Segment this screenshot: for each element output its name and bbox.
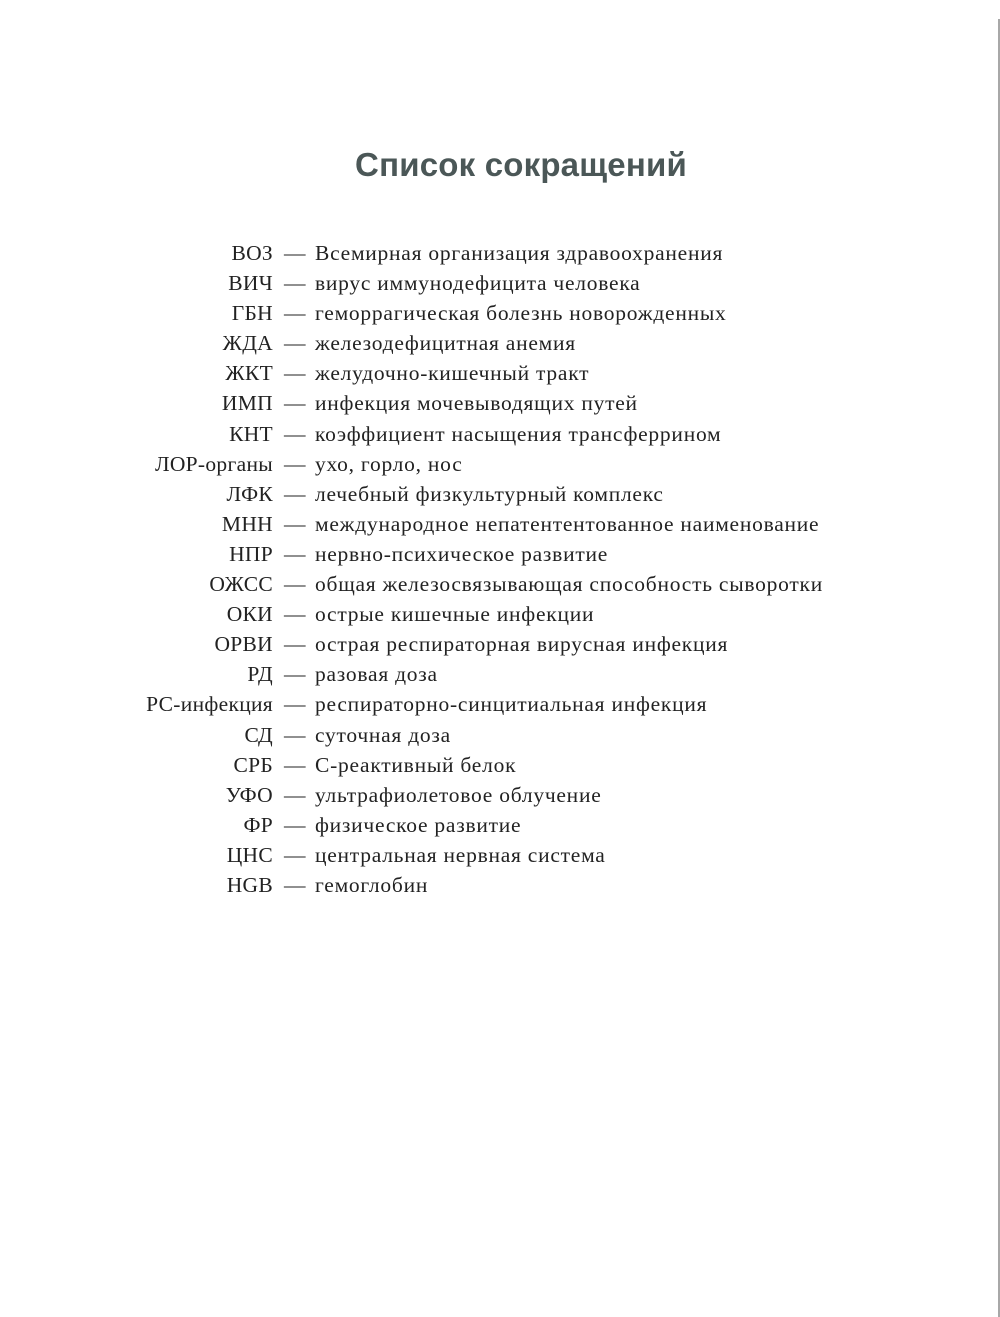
abbreviation-row	[0, 810, 1000, 840]
abbreviation: РС-инфекция	[146, 692, 273, 717]
abbreviation: ОРВИ	[214, 632, 273, 657]
dash-separator: —	[284, 241, 306, 265]
abbreviation: ГБН	[231, 301, 273, 326]
dash-separator: —	[284, 602, 306, 627]
abbreviation-row	[0, 780, 1000, 810]
abbreviation-row	[0, 599, 1000, 629]
abbreviation: СРБ	[233, 752, 273, 777]
abbreviation-definition: Всемирная организация здравоохранения	[315, 241, 724, 265]
abbreviation: МНН	[221, 511, 273, 536]
abbreviation-definition: нервно-психическое развитие	[315, 541, 609, 566]
abbreviation-definition: физическое развитие	[315, 812, 522, 837]
dash-separator: —	[284, 782, 306, 807]
page-title: Список сокращений	[355, 146, 687, 183]
abbreviation-definition: центральная нервная система	[315, 842, 606, 867]
abbreviation-row	[0, 840, 1000, 870]
abbreviation-row	[0, 629, 1000, 659]
abbreviation: HGB	[226, 872, 273, 897]
dash-separator: —	[284, 271, 306, 296]
abbreviation: ВОЗ	[231, 241, 273, 265]
abbreviation-definition: С-реактивный белок	[315, 752, 517, 777]
abbreviation-row	[0, 268, 1000, 298]
abbreviation-row	[0, 388, 1000, 418]
dash-separator: —	[284, 511, 306, 536]
dash-separator: —	[284, 842, 306, 867]
abbreviation-definition: коэффициент насыщения трансферрином	[315, 421, 722, 446]
abbreviation-definition: лечебный физкультурный комплекс	[315, 481, 664, 506]
dash-separator: —	[284, 541, 306, 566]
dash-separator: —	[284, 331, 306, 356]
abbreviation: НПР	[229, 541, 273, 566]
abbreviation-definition: желудочно-кишечный тракт	[315, 361, 590, 386]
abbreviation-definition: международное непатентентованное наименование	[315, 511, 820, 536]
dash-separator: —	[284, 421, 306, 446]
abbreviation-row	[0, 509, 1000, 539]
abbreviation-row	[0, 750, 1000, 780]
abbreviation-row	[0, 870, 1000, 900]
dash-separator: —	[284, 391, 306, 416]
abbreviation-definition: общая железосвязывающая способность сыворотки	[315, 572, 823, 597]
abbreviation-row	[0, 720, 1000, 750]
abbreviation: ВИЧ	[228, 271, 273, 296]
abbreviation-definition: респираторно-синцитиальная инфекция	[315, 692, 708, 717]
abbreviation-definition: разовая доза	[315, 662, 438, 687]
abbreviation-row	[0, 539, 1000, 569]
abbreviation: ФР	[243, 812, 273, 837]
dash-separator: —	[284, 451, 306, 476]
abbreviation-definition: острые кишечные инфекции	[315, 602, 595, 627]
abbreviation-row	[0, 689, 1000, 719]
dash-separator: —	[284, 812, 306, 837]
abbreviation-definition: вирус иммунодефицита человека	[315, 271, 641, 296]
abbreviation: РД	[247, 662, 273, 687]
abbreviation: УФО	[225, 782, 273, 807]
abbreviation-definition: геморрагическая болезнь новорожденных	[315, 301, 727, 326]
dash-separator: —	[284, 481, 306, 506]
abbreviation-definition: ультрафиолетовое облучение	[315, 782, 602, 807]
abbreviation: КНТ	[229, 421, 273, 446]
abbreviation-row	[0, 328, 1000, 358]
abbreviation-row	[0, 238, 1000, 268]
abbreviation: ИМП	[221, 391, 273, 416]
abbreviation: ЦНС	[226, 842, 273, 867]
dash-separator: —	[284, 662, 306, 687]
abbreviation-definition: суточная доза	[315, 722, 451, 747]
dash-separator: —	[284, 872, 306, 897]
abbreviation: ОЖСС	[209, 572, 273, 597]
dash-separator: —	[284, 361, 306, 386]
dash-separator: —	[284, 722, 306, 747]
abbreviation-definition: ухо, горло, нос	[315, 451, 463, 476]
abbreviation-row	[0, 358, 1000, 388]
abbreviation-list	[0, 238, 1000, 900]
abbreviation: ЛФК	[226, 481, 273, 506]
dash-separator: —	[284, 632, 306, 657]
dash-separator: —	[284, 572, 306, 597]
abbreviation-definition: железодефицитная анемия	[315, 331, 576, 356]
abbreviation: ЖКТ	[225, 361, 273, 386]
abbreviation-row	[0, 659, 1000, 689]
abbreviation-row	[0, 449, 1000, 479]
dash-separator: —	[284, 692, 306, 717]
abbreviation: ЛОР-органы	[154, 451, 273, 476]
abbreviation-row	[0, 419, 1000, 449]
abbreviation-definition: острая респираторная вирусная инфекция	[315, 632, 729, 657]
abbreviation: ОКИ	[226, 602, 273, 627]
abbreviation-row	[0, 569, 1000, 599]
dash-separator: —	[284, 752, 306, 777]
abbreviation-row	[0, 479, 1000, 509]
abbreviation: ЖДА	[222, 331, 273, 356]
abbreviation: СД	[244, 722, 273, 747]
abbreviation-row	[0, 298, 1000, 328]
dash-separator: —	[284, 301, 306, 326]
abbreviation-definition: инфекция мочевыводящих путей	[315, 391, 638, 416]
abbreviation-definition: гемоглобин	[315, 872, 429, 897]
